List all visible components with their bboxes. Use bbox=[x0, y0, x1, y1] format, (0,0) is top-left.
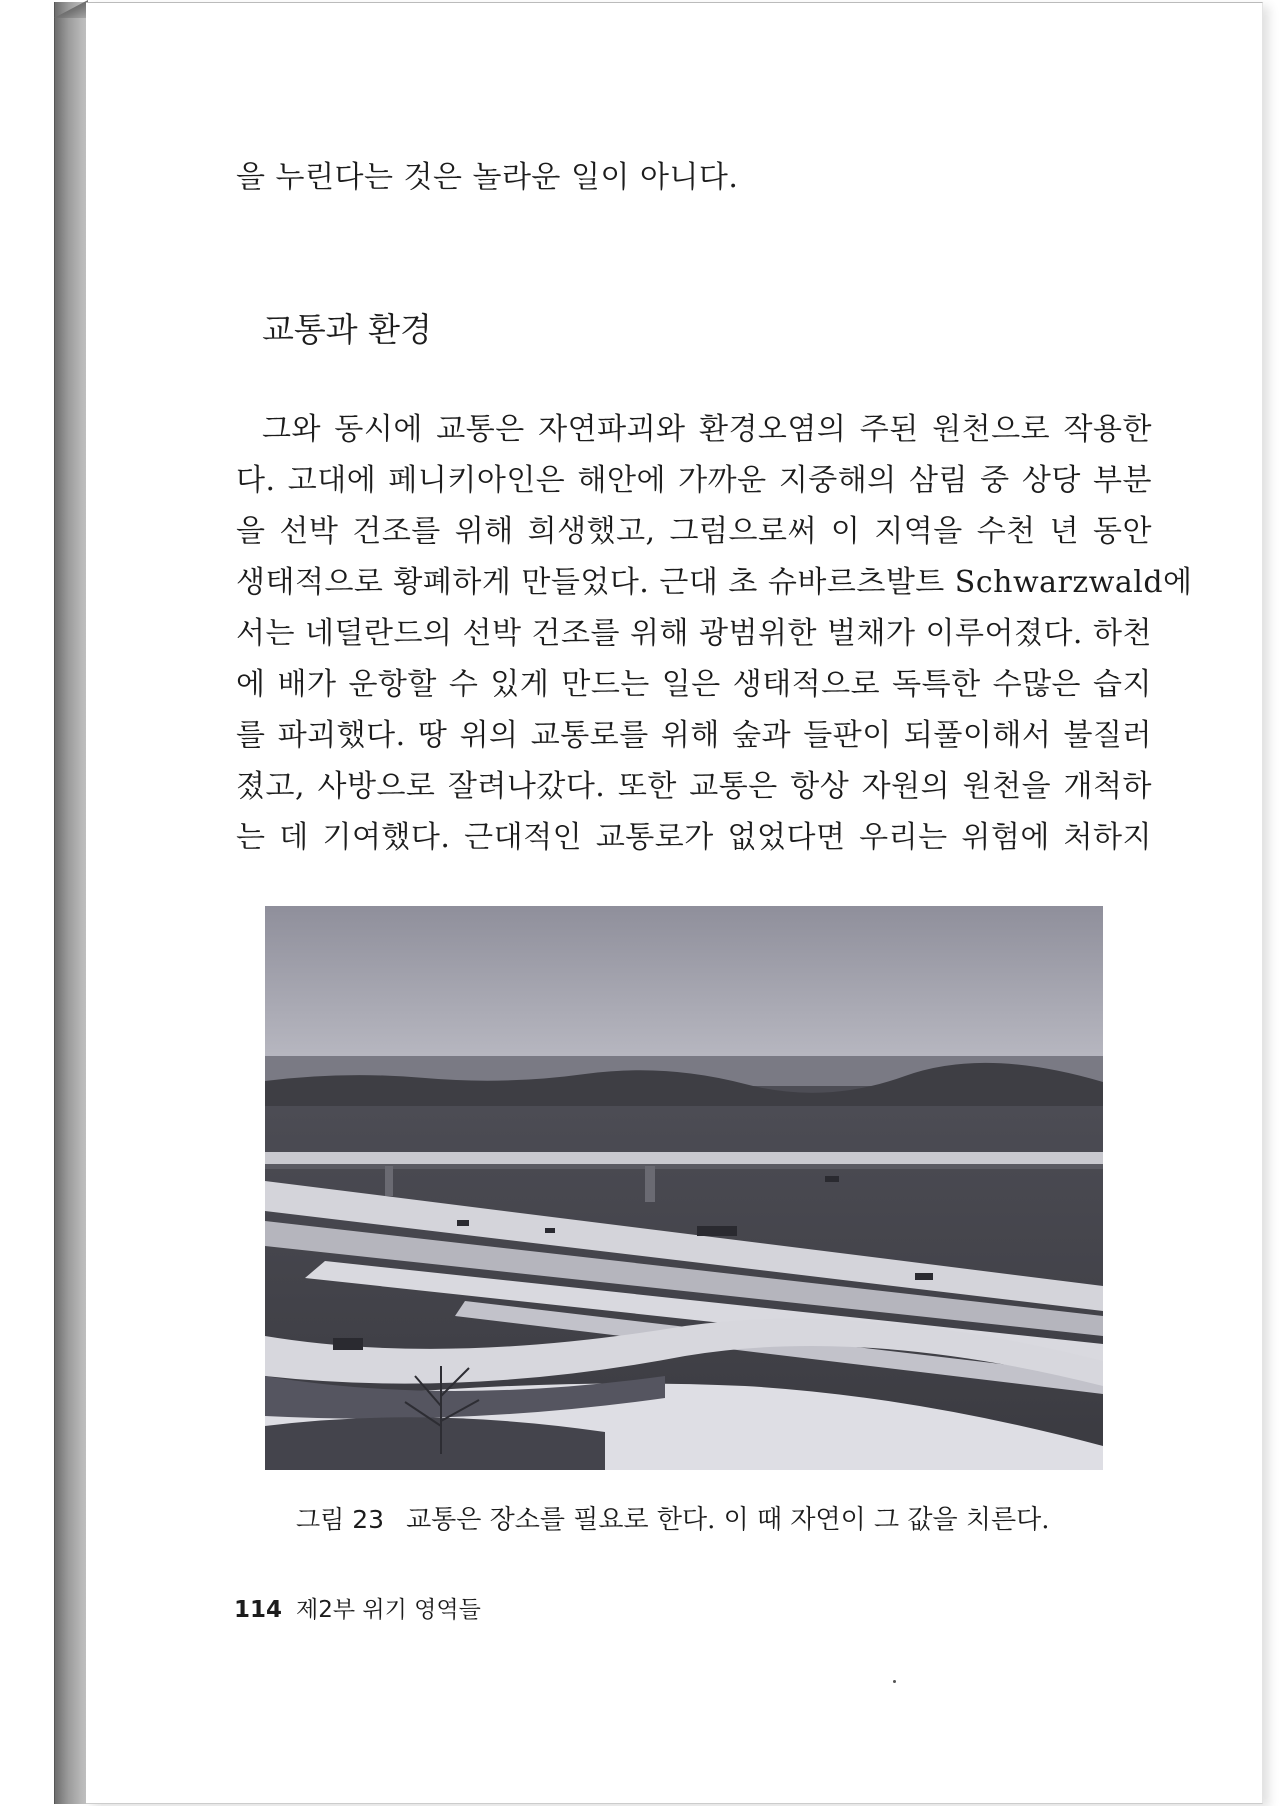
photo-illustration bbox=[265, 906, 1103, 1470]
figure-caption-text: 교통은 장소를 필요로 한다. 이 때 자연이 그 값을 치른다. bbox=[406, 1505, 1050, 1535]
section-heading: 교통과 환경 bbox=[262, 310, 432, 349]
paragraph-line: 을 선박 건조를 위해 희생했고, 그럼으로써 이 지역을 수천 년 동안 bbox=[236, 514, 1152, 549]
paragraph-line: 는 데 기여했다. 근대적인 교통로가 없었다면 우리는 위험에 처하지 bbox=[236, 820, 1152, 855]
paragraph-line: 를 파괴했다. 땅 위의 교통로를 위해 숲과 들판이 되풀이해서 불질러 bbox=[236, 718, 1152, 753]
highway-interchange-photo bbox=[265, 906, 1103, 1470]
book-spine-edge bbox=[54, 2, 89, 1804]
paragraph-line: 그와 동시에 교통은 자연파괴와 환경오염의 주된 원천으로 작용한 bbox=[262, 412, 1152, 447]
paragraph-line: 다. 고대에 페니키아인은 해안에 가까운 지중해의 삼림 중 상당 부분 bbox=[236, 463, 1152, 498]
paragraph-line: 에 배가 운항할 수 있게 만드는 일은 생태적으로 독특한 수많은 습지 bbox=[236, 667, 1152, 702]
paragraph-line: 서는 네덜란드의 선박 건조를 위해 광범위한 벌채가 이루어졌다. 하천 bbox=[236, 616, 1152, 651]
paragraph-line: 생태적으로 황폐하게 만들었다. 근대 초 슈바르츠발트 Schwarzwald에 bbox=[236, 565, 1193, 600]
page-number: 114 bbox=[234, 1597, 283, 1623]
figure-label: 그림 23 bbox=[296, 1505, 385, 1534]
figure-caption bbox=[296, 1502, 1096, 1538]
running-title: 제2부 위기 영역들 bbox=[296, 1597, 481, 1623]
page-footer bbox=[234, 1594, 481, 1626]
continued-text-line: 을 누린다는 것은 놀라운 일이 아니다. bbox=[236, 160, 739, 195]
paragraph-line: 졌고, 사방으로 잘려나갔다. 또한 교통은 항상 자원의 원천을 개척하 bbox=[236, 769, 1152, 804]
scan-speck bbox=[893, 1680, 896, 1683]
